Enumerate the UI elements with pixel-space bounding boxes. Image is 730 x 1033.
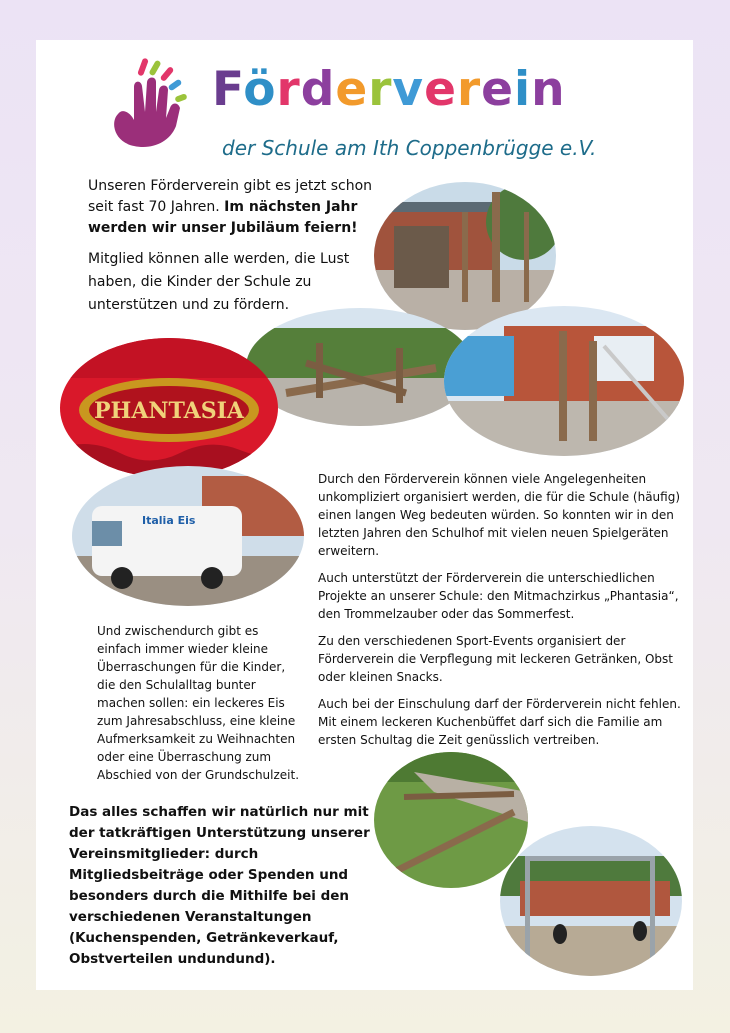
photo-climbing-frame xyxy=(444,306,684,456)
handprint-logo-icon xyxy=(100,56,200,154)
logo-title-letter: r xyxy=(456,62,482,117)
intro-paragraph-2: Mitglied können alle werden, die Lust haben, die Kinder der Schule zu unterstützen und zu fördern. xyxy=(88,251,350,313)
logo-title-letter: e xyxy=(481,62,515,117)
intro-sentence-1-bold: Im nächsten Jahr werden wir unser Jubiläum feiern! xyxy=(88,199,358,236)
logo-title-letter: i xyxy=(514,62,532,117)
logo-subtitle: der Schule am Ith Coppenbrügge e.V. xyxy=(222,136,597,160)
logo-title-letter: e xyxy=(424,62,457,117)
closing-paragraph: Das alles schaffen wir natürlich nur mit der tatkräftigen Unterstützung unserer Vereinsmitglieder: durch Mitgliedsbeiträge oder Spenden und besonders durch die Mithilfe bei den verschiedenen Veranstaltungen (Kuchenspenden, Getränkeverkauf, Obstverteilen undundund). xyxy=(69,804,370,967)
right-paragraph: Durch den Förderverein können viele Angelegenheiten unkompliziert organisiert werden, die für die Schule (häufig) einen langen Weg bedeuten würden. So konnten wir in den letzten Jahren den Schulhof mit vielen neuen Spielgeräten erweitern. xyxy=(318,472,681,558)
photo-tire-swings xyxy=(500,826,682,976)
right-paragraph: Auch unterstützt der Förderverein die unterschiedlichen Projekte an unserer Schule: den Mitmachzirkus „Phantasia“, den Trommelzauber oder das Sommerfest. xyxy=(318,571,679,621)
photo-circus-sign xyxy=(60,338,278,478)
logo-title-letter: n xyxy=(531,62,566,117)
intro-paragraph-1 xyxy=(88,176,378,239)
logo-title-letter: ö xyxy=(243,62,277,117)
photo-balance-beams xyxy=(374,752,528,888)
logo-title-letter: e xyxy=(335,62,369,117)
circus-sign-text: PHANTASIA xyxy=(94,398,244,424)
logo-title-letter: d xyxy=(300,62,336,117)
logo-title xyxy=(212,62,566,117)
right-paragraph: Zu den verschiedenen Sport-Events organisiert der Förderverein die Verpflegung mit leckeren Getränken, Obst oder kleinen Snacks. xyxy=(318,634,673,684)
left-column: Und zwischendurch gibt es einfach immer wieder kleine Überraschungen für die Kinder, die den Schulalltag bunter machen sollen: ein leckeres Eis zum Jahresabschluss, eine kleine Aufmerksamkeit zu Weihnachten oder eine Überraschung zum Abschied von der Grundschulzeit. xyxy=(97,624,300,782)
van-sign-text: Italia Eis xyxy=(142,514,196,527)
intro-sentence-1: Unseren Förderverein gibt es jetzt schon seit fast 70 Jahren. xyxy=(88,178,373,215)
right-column xyxy=(318,470,688,758)
photo-climbing-wall xyxy=(374,182,556,330)
photo-ice-cream-van xyxy=(72,466,304,606)
photo-balance-logs xyxy=(246,308,474,426)
logo-title-letter: r xyxy=(276,62,301,117)
logo-title-letter: r xyxy=(368,62,393,117)
right-paragraph: Auch bei der Einschulung darf der Förderverein nicht fehlen. Mit einem leckeren Kuchenbüffet darf sich die Familie am ersten Schultag die Zeit genüsslich vertreiben. xyxy=(318,697,681,747)
logo-title-letter: v xyxy=(392,62,425,117)
logo-title-letter: F xyxy=(212,62,244,117)
